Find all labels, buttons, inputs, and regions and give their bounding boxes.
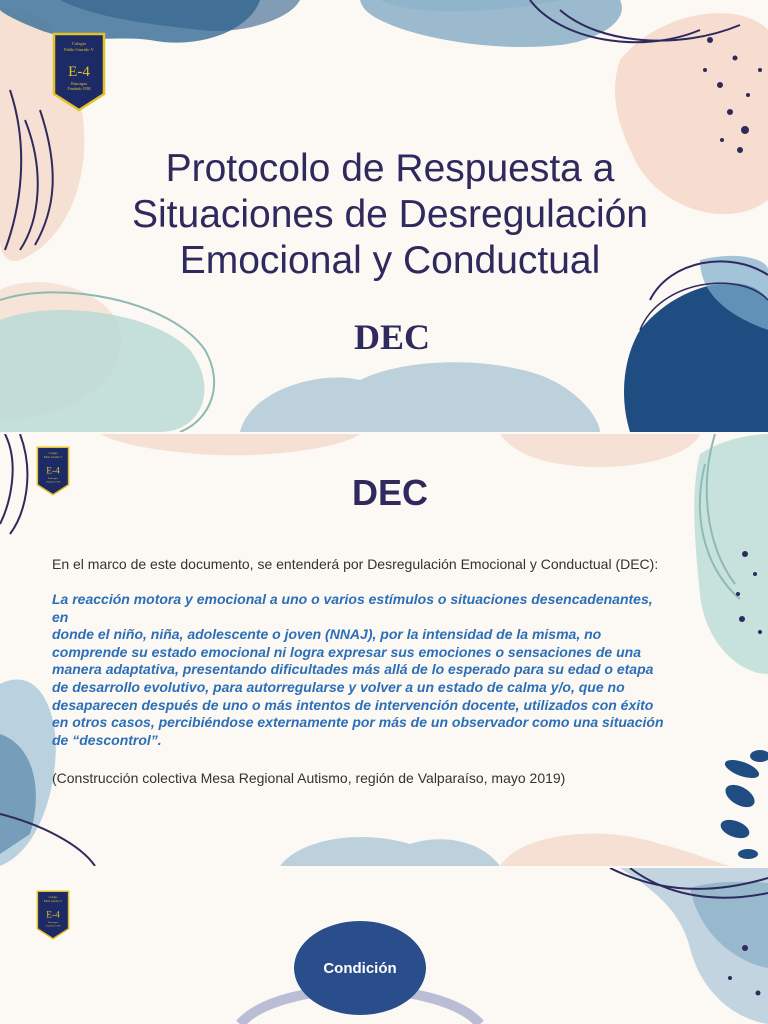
svg-text:Pablo Garrido V: Pablo Garrido V (43, 898, 63, 903)
title-line: Protocolo de Respuesta a (165, 147, 615, 190)
school-logo (36, 890, 70, 940)
svg-text:E-4: E-4 (46, 910, 60, 921)
condition-node (294, 921, 426, 1015)
quote-line: La reacción motora y emocional a uno o varios estímulos o situaciones desencadenantes, (52, 591, 653, 607)
svg-text:Fundado 1938: Fundado 1938 (45, 480, 61, 484)
svg-text:Fundado 1938: Fundado 1938 (67, 86, 91, 91)
quote-line: comprende su estado emocional ni logra expresar sus emociones o sensaciones de una (52, 643, 641, 660)
slide-title: DEC (351, 472, 428, 513)
presentation-subtitle: DEC (353, 317, 430, 357)
svg-text:E-4: E-4 (46, 466, 60, 477)
quote-line: en otros casos, percibiéndose externamente por más de un observador como una situación (52, 714, 664, 731)
quote-line: en (52, 608, 69, 625)
definition-quote (52, 591, 722, 749)
svg-text:Colegio: Colegio (48, 451, 58, 456)
title-line: Emocional y Conductual (179, 239, 601, 282)
quote-line: manera adaptativa, presentando dificultades más allá de lo esperado para su edad o etapa (52, 661, 654, 678)
definition-intro: En el marco de este documento, se entenderá por Desregulación Emocional y Conductual (DEC): (52, 556, 659, 572)
presentation-title (60, 146, 720, 284)
svg-text:E-4: E-4 (68, 64, 90, 80)
quote-line: desaparecen después de uno o más intentos de intervención docente, utilizados con éxito (52, 696, 654, 713)
definition-citation: (Construcción colectiva Mesa Regional Autismo, región de Valparaíso, mayo 2019) (52, 770, 566, 786)
quote-line: de “descontrol”. (52, 731, 162, 748)
condition-node-label: Condición (323, 959, 397, 977)
title-line: Situaciones de Desregulación (132, 193, 648, 236)
svg-text:Fundado 1938: Fundado 1938 (45, 924, 61, 928)
quote-line: donde el niño, niña, adolescente o joven (NNAJ), por la intensidad de la misma, no (52, 626, 602, 643)
svg-text:Colegio: Colegio (48, 895, 58, 900)
svg-text:Pablo Garrido V: Pablo Garrido V (64, 47, 94, 52)
school-logo (52, 32, 106, 112)
svg-text:Rancagua: Rancagua (48, 477, 58, 481)
svg-text:Pablo Garrido V: Pablo Garrido V (43, 454, 63, 459)
title-slide (0, 0, 768, 432)
svg-text:Rancagua: Rancagua (71, 81, 87, 86)
svg-text:Rancagua: Rancagua (48, 921, 58, 925)
quote-line: de desarrollo evolutivo, para autorregularse y volver a un estado de calma y/o, que no (52, 678, 625, 695)
svg-text:Colegio: Colegio (71, 41, 87, 46)
